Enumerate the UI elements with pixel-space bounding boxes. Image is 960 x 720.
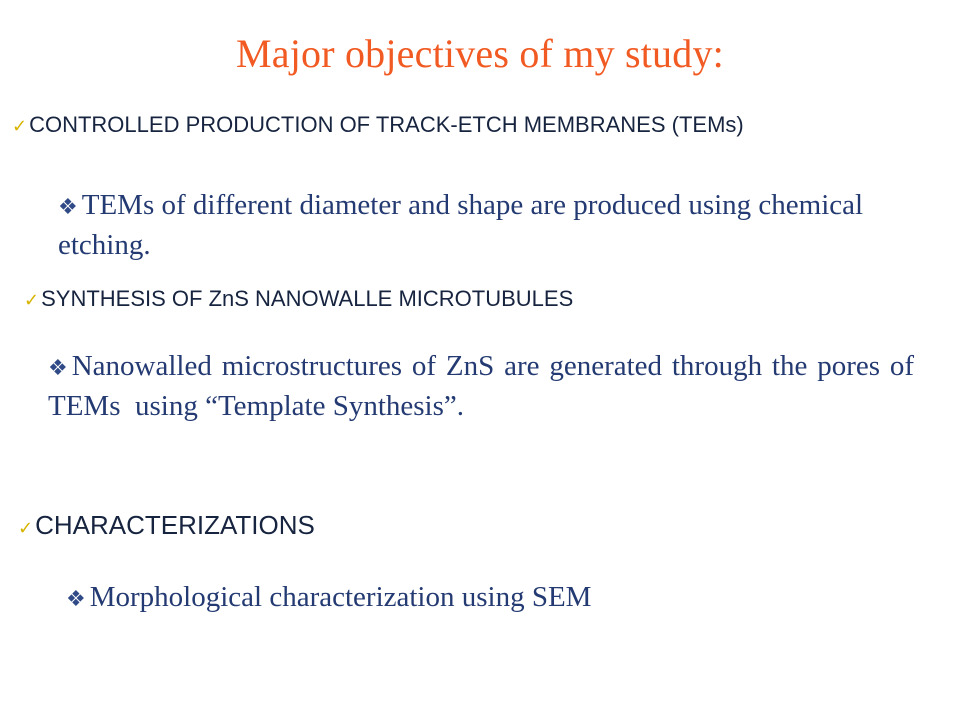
- slide-title: Major objectives of my study:: [236, 31, 724, 76]
- objective-2-heading: [24, 282, 924, 317]
- objective-3-heading-text: CHARACTERIZATIONS: [35, 510, 315, 540]
- objective-3-detail-text: Morphological characterization using SEM: [89, 581, 592, 613]
- objective-1-detail: [58, 186, 918, 264]
- objective-1-heading-text: CONTROLLED PRODUCTION OF TRACK-ETCH MEMBRANES (TEMs): [29, 112, 744, 137]
- check-mark-icon: ✓: [12, 116, 28, 136]
- objective-3-heading: [18, 508, 315, 545]
- diamond-bullet-icon: ❖: [66, 586, 86, 611]
- objective-3-detail: [66, 578, 591, 618]
- diamond-bullet-icon: ❖: [48, 355, 68, 380]
- objective-1-detail-text: TEMs of different diameter and shape are produced using chemical etching.: [58, 189, 864, 261]
- objective-1-heading: [12, 108, 952, 143]
- check-mark-icon: ✓: [18, 518, 34, 538]
- check-mark-icon: ✓: [24, 290, 40, 310]
- diamond-bullet-icon: ❖: [58, 194, 78, 219]
- objective-2-heading-text: SYNTHESIS OF ZnS NANOWALLE MICROTUBULES: [41, 286, 574, 311]
- objective-2-detail-text: Nanowalled microstructures of ZnS are generated through the pores of TEMs using “Template Synthesis”.: [48, 350, 951, 422]
- objective-2-detail: [48, 347, 951, 425]
